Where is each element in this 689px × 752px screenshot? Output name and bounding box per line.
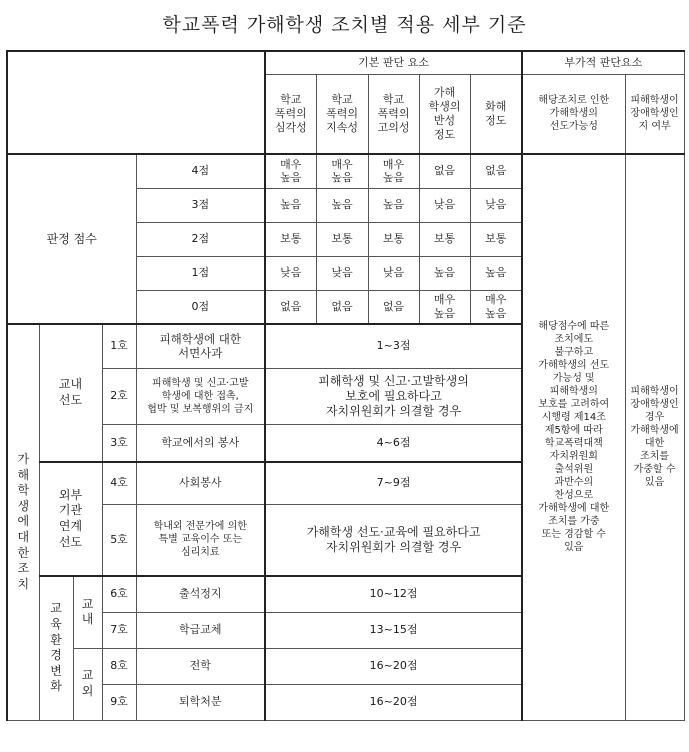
score-cell: 높음 bbox=[419, 256, 470, 290]
score-cell: 낮음 bbox=[419, 188, 470, 222]
vertical-label: 교내 선도 bbox=[58, 377, 83, 407]
score-value: 4점 bbox=[136, 154, 265, 188]
measure-no: 5호 bbox=[102, 504, 136, 576]
header-col-disability: 피해학생이 장애학생인 지 여부 bbox=[625, 74, 684, 154]
measure-no: 4호 bbox=[102, 462, 136, 504]
measure-criteria: 가해학생 선도·교육에 필요하다고 자치위원회가 의결할 경우 bbox=[265, 504, 522, 576]
measure-criteria: 16~20점 bbox=[265, 684, 522, 720]
criteria-table bbox=[6, 50, 685, 721]
measure-criteria: 1~3점 bbox=[265, 324, 522, 368]
measure-name: 피해학생 및 신고·고발 학생에 대한 접촉, 협박 및 보복행위의 금지 bbox=[136, 368, 265, 424]
measure-no: 9호 bbox=[102, 684, 136, 720]
group-in-school bbox=[73, 576, 102, 648]
measure-no: 2호 bbox=[102, 368, 136, 424]
vertical-label: 외부 기관 연계 선도 bbox=[58, 487, 83, 549]
measure-criteria: 10~12점 bbox=[265, 576, 522, 612]
score-cell: 없음 bbox=[265, 290, 316, 324]
score-cell: 매우 높음 bbox=[316, 154, 368, 188]
score-cell: 없음 bbox=[470, 154, 522, 188]
disability-note: 피해학생이 장애학생인 경우 가해학생에 대한 조치를 가중할 수 있음 bbox=[625, 154, 684, 720]
vertical-label: 가 해 학 생 에 대 한 조 치 bbox=[17, 452, 30, 591]
score-value: 1점 bbox=[136, 256, 265, 290]
score-cell: 높음 bbox=[265, 188, 316, 222]
header-col-intention: 학교 폭력의 고의성 bbox=[368, 74, 419, 154]
score-cell: 매우 높음 bbox=[470, 290, 522, 324]
score-cell: 보통 bbox=[470, 222, 522, 256]
score-cell: 보통 bbox=[265, 222, 316, 256]
measure-criteria: 13~15점 bbox=[265, 612, 522, 648]
measure-name: 학내외 전문가에 의한 특별 교육이수 또는 심리치료 bbox=[136, 504, 265, 576]
score-cell: 없음 bbox=[316, 290, 368, 324]
group-env-change bbox=[39, 576, 73, 720]
group-out-school bbox=[73, 648, 102, 720]
action-main-label bbox=[7, 324, 39, 720]
measure-criteria: 4~6점 bbox=[265, 424, 522, 462]
score-cell: 보통 bbox=[316, 222, 368, 256]
score-cell: 낮음 bbox=[470, 188, 522, 222]
header-extra-group: 부가적 판단요소 bbox=[522, 51, 684, 74]
vertical-label: 교 육 환 경 변 화 bbox=[50, 601, 62, 694]
score-value: 2점 bbox=[136, 222, 265, 256]
group-external-guidance bbox=[39, 462, 102, 576]
measure-name: 사회봉사 bbox=[136, 462, 265, 504]
measure-no: 6호 bbox=[102, 576, 136, 612]
score-cell: 매우 높음 bbox=[368, 154, 419, 188]
header-col-severity: 학교 폭력의 심각성 bbox=[265, 74, 316, 154]
group-school-guidance bbox=[39, 324, 102, 462]
measure-name: 퇴학처분 bbox=[136, 684, 265, 720]
score-cell: 높음 bbox=[470, 256, 522, 290]
score-cell: 낮음 bbox=[368, 256, 419, 290]
score-cell: 낮음 bbox=[316, 256, 368, 290]
measure-name: 전학 bbox=[136, 648, 265, 684]
measure-name: 출석정지 bbox=[136, 576, 265, 612]
score-value: 0점 bbox=[136, 290, 265, 324]
measure-no: 7호 bbox=[102, 612, 136, 648]
vertical-label: 교 내 bbox=[81, 596, 94, 627]
score-cell: 없음 bbox=[368, 290, 419, 324]
header-col-reconciliation: 화해 정도 bbox=[470, 74, 522, 154]
score-cell: 높음 bbox=[316, 188, 368, 222]
score-cell: 보통 bbox=[368, 222, 419, 256]
score-cell: 매우 높음 bbox=[265, 154, 316, 188]
measure-no: 1호 bbox=[102, 324, 136, 368]
measure-criteria: 16~20점 bbox=[265, 648, 522, 684]
score-label: 판정 점수 bbox=[7, 154, 136, 324]
score-cell: 없음 bbox=[419, 154, 470, 188]
header-corner-cell bbox=[7, 51, 265, 154]
vertical-label: 교 외 bbox=[81, 668, 94, 698]
score-value: 3점 bbox=[136, 188, 265, 222]
header-col-guidance: 해당조치로 인한 가해학생의 선도가능성 bbox=[522, 74, 625, 154]
header-col-persistence: 학교 폭력의 지속성 bbox=[316, 74, 368, 154]
measure-criteria: 피해학생 및 신고·고발학생의 보호에 필요하다고 자치위원회가 의결할 경우 bbox=[265, 368, 522, 424]
score-cell: 높음 bbox=[368, 188, 419, 222]
guidance-note: 해당점수에 따른 조치에도 불구하고 가해학생의 선도 가능성 및 피해학생의 보호를 고려하여 시행령 제14조 제5항에 따라 학교폭력대책 자치위원회 출석위원 과반수의 찬성으로 가해학생에 대한 조치를 가중 또는 경감할 수 있음 bbox=[522, 154, 625, 720]
score-cell: 낮음 bbox=[265, 256, 316, 290]
header-col-remorse: 가해 학생의 반성 정도 bbox=[419, 74, 470, 154]
page-title: 학교폭력 가해학생 조치별 적용 세부 기준 bbox=[162, 14, 527, 36]
measure-criteria: 7~9점 bbox=[265, 462, 522, 504]
header-basic-group: 기본 판단 요소 bbox=[265, 51, 522, 74]
measure-no: 8호 bbox=[102, 648, 136, 684]
measure-no: 3호 bbox=[102, 424, 136, 462]
measure-name: 학교에서의 봉사 bbox=[136, 424, 265, 462]
score-cell: 매우 높음 bbox=[419, 290, 470, 324]
measure-name: 학급교체 bbox=[136, 612, 265, 648]
measure-name: 피해학생에 대한 서면사과 bbox=[136, 324, 265, 368]
score-cell: 보통 bbox=[419, 222, 470, 256]
